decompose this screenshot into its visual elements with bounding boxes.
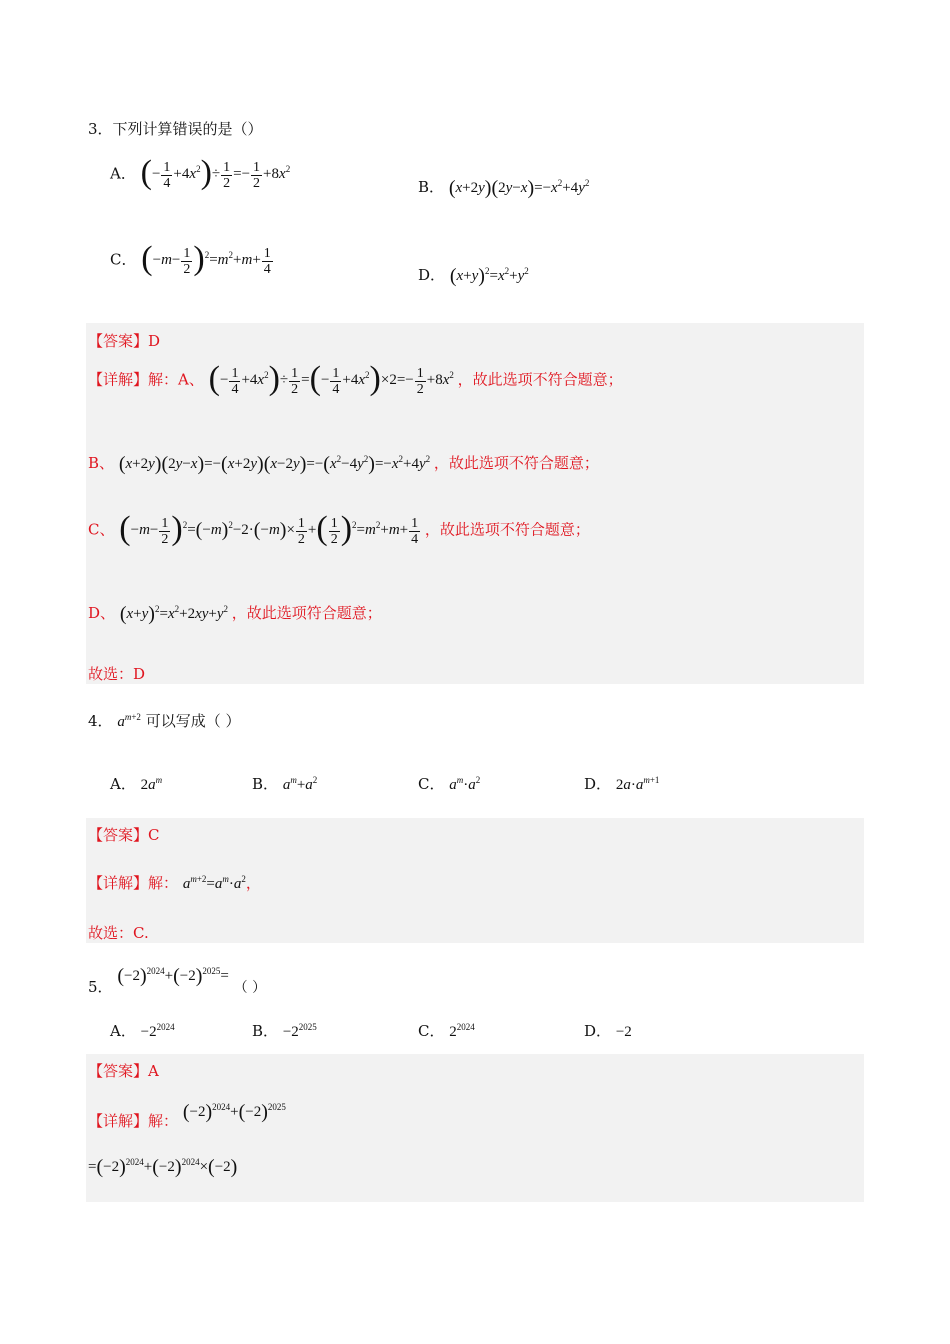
q4-option-d-formula: $2a\cdot a^{m+1}$ [615,775,660,793]
q3-option-b[interactable] [418,176,589,199]
q3-conclusion: 故选：D [88,665,146,683]
q3-option-a[interactable] [110,154,291,192]
q4-option-a[interactable] [110,773,162,794]
q3-solution-b-tail: ，故此选项不符合题意； [433,454,599,472]
q5-stem-number: 5． [88,978,113,996]
q4-conclusion: 故选：C. [88,924,149,942]
q5-option-d-formula: −2 [615,1024,632,1040]
q3-solution-d-tail: ，故此选项符合题意； [231,604,382,622]
q3-detail-line-b [88,452,599,475]
q5-option-a[interactable] [110,1020,175,1041]
q3-solution-a-formula: (− $\frac{1}{4}$ $+4x^2)\div$ $\frac{1}{2}$ =(− $\frac{1}{4}$ $+4x^2)\times 2=-$ $\frac{1}{2}$ $+8x^2$ [208,360,454,397]
q3-answer-value: D [148,332,161,350]
q3-option-b-formula: $(x+2y)(2y-x)=-x^2+4y^2$ [448,176,590,199]
q3-detail-tag: 【详解】 [88,370,149,389]
q5-detail-step-formula: $=(-2)^{2024}+(-2)^{2024}\times(-2)$ [88,1155,238,1178]
q4-stem [88,710,240,731]
q5-stem-paren: （ ） [233,980,267,996]
q4-option-c-formula: $a^m\cdot a^2$ [449,775,481,793]
q5-option-d-label: D． [584,1022,612,1040]
q4-detail-tag: 【详解】 [88,874,149,892]
q5-detail-formula: $(-2)^{2024}+(-2)^{2025}$ [182,1100,286,1123]
q4-option-b-formula: $a^m+a^2$ [282,775,318,793]
q5-detail-tag: 【详解】 [88,1112,149,1130]
q5-option-b[interactable] [252,1020,317,1041]
q5-detail-line [88,1100,286,1130]
q3-detail-line-d [88,602,382,625]
q4-stem-number: 4． [88,712,113,730]
q3-option-a-label: A． [110,164,136,183]
q3-solution-c-tail: ，故此选项不符合题意； [424,520,590,539]
q5-answer-tag: 【答案】 [88,1062,149,1080]
q5-detail-step [88,1156,237,1178]
q3-solution-c-formula: (−m− $\frac{1}{2}$ )$^2=(-m)^2-2\cdot(-m)\times$ $\frac{1}{2}$ +( $\frac{1}{2}$ )$^2=m^2+m+$ $\frac{1}{4}$ [119,510,419,547]
q5-option-b-label: B． [252,1022,279,1040]
q5-answer-line [88,1060,159,1081]
q3-solution-d-label: D、 [88,604,116,622]
q4-detail-line [88,872,261,893]
q5-option-c[interactable] [418,1020,475,1041]
q4-stem-formula: $a^{m+2}$ [117,712,141,730]
q4-option-c-label: C． [418,775,445,793]
q5-detail-intro: 解： [148,1112,179,1130]
q5-answer-panel [86,1054,864,1202]
q3-solution-b-formula: $(x+2y)(2y-x)=-(x+2y)(x-2y)=-(x^2-4y^2)=-x^2+4y^2$ [118,452,431,475]
q4-option-b-label: B． [252,775,279,793]
q5-stem-formula: $(-2)^{2024}+(-2)^{2025}=$ [117,964,229,987]
q3-option-a-formula: (− $\frac{1}{4}$ $+4x^2)\div$ $\frac{1}{2}$ =− $\frac{1}{2}$ $+8x^2$ [140,154,291,191]
q3-option-d-formula: $(x+y)^2=x^2+y^2$ [449,264,529,287]
q3-answer-line [88,330,160,351]
q4-answer-tag: 【答案】 [88,826,149,844]
q4-option-a-label: A． [110,775,136,793]
q3-solution-d-formula: $(x+y)^2=x^2+2xy+y^2$ [119,602,229,625]
q4-detail-formula: $a^{m+2}=a^m\cdot a^2$ [182,874,246,892]
q4-stem-text: 可以写成（ ） [145,712,241,730]
q3-option-d[interactable] [418,264,529,287]
q3-detail-intro: 解：A、 [148,370,204,389]
q3-option-c-formula: (−m− $\frac{1}{2}$ )$^2=m^2+m+$ $\frac{1}{4}$ [141,240,271,277]
q4-detail-tail: ， [245,874,261,892]
q4-answer-value: C [148,826,160,844]
q3-stem: 3．下列计算错误的是（） [88,120,263,138]
q5-option-d[interactable] [584,1020,632,1041]
q5-option-c-label: C． [418,1022,445,1040]
q3-option-d-label: D． [418,266,446,284]
q3-answer-tag: 【答案】 [88,332,149,350]
q3-detail-line-a [88,360,623,398]
q4-option-c[interactable] [418,773,480,794]
q3-solution-c-label: C、 [88,520,115,539]
q3-option-c-label: C． [110,250,137,269]
q3-option-b-label: B． [418,178,445,196]
q3-option-c[interactable] [110,240,274,278]
q4-detail-intro: 解： [148,874,179,892]
q5-stem [88,964,267,996]
q5-option-c-formula: $2^{2024}$ [449,1022,475,1040]
q5-option-a-label: A． [110,1022,136,1040]
q5-answer-value: A [148,1062,159,1080]
q3-solution-a-tail: ，故此选项不符合题意； [457,370,623,389]
q4-option-b[interactable] [252,773,317,794]
q3-detail-line-c [88,510,590,548]
q5-option-b-formula: $-2^{2025}$ [282,1022,317,1040]
q5-option-a-formula: $-2^{2024}$ [140,1022,175,1040]
q4-option-d-label: D． [584,775,612,793]
q4-option-a-formula: $2a^m$ [140,775,163,793]
q4-answer-line [88,824,160,845]
q3-solution-b-label: B、 [88,454,115,472]
q4-option-d[interactable] [584,773,659,794]
